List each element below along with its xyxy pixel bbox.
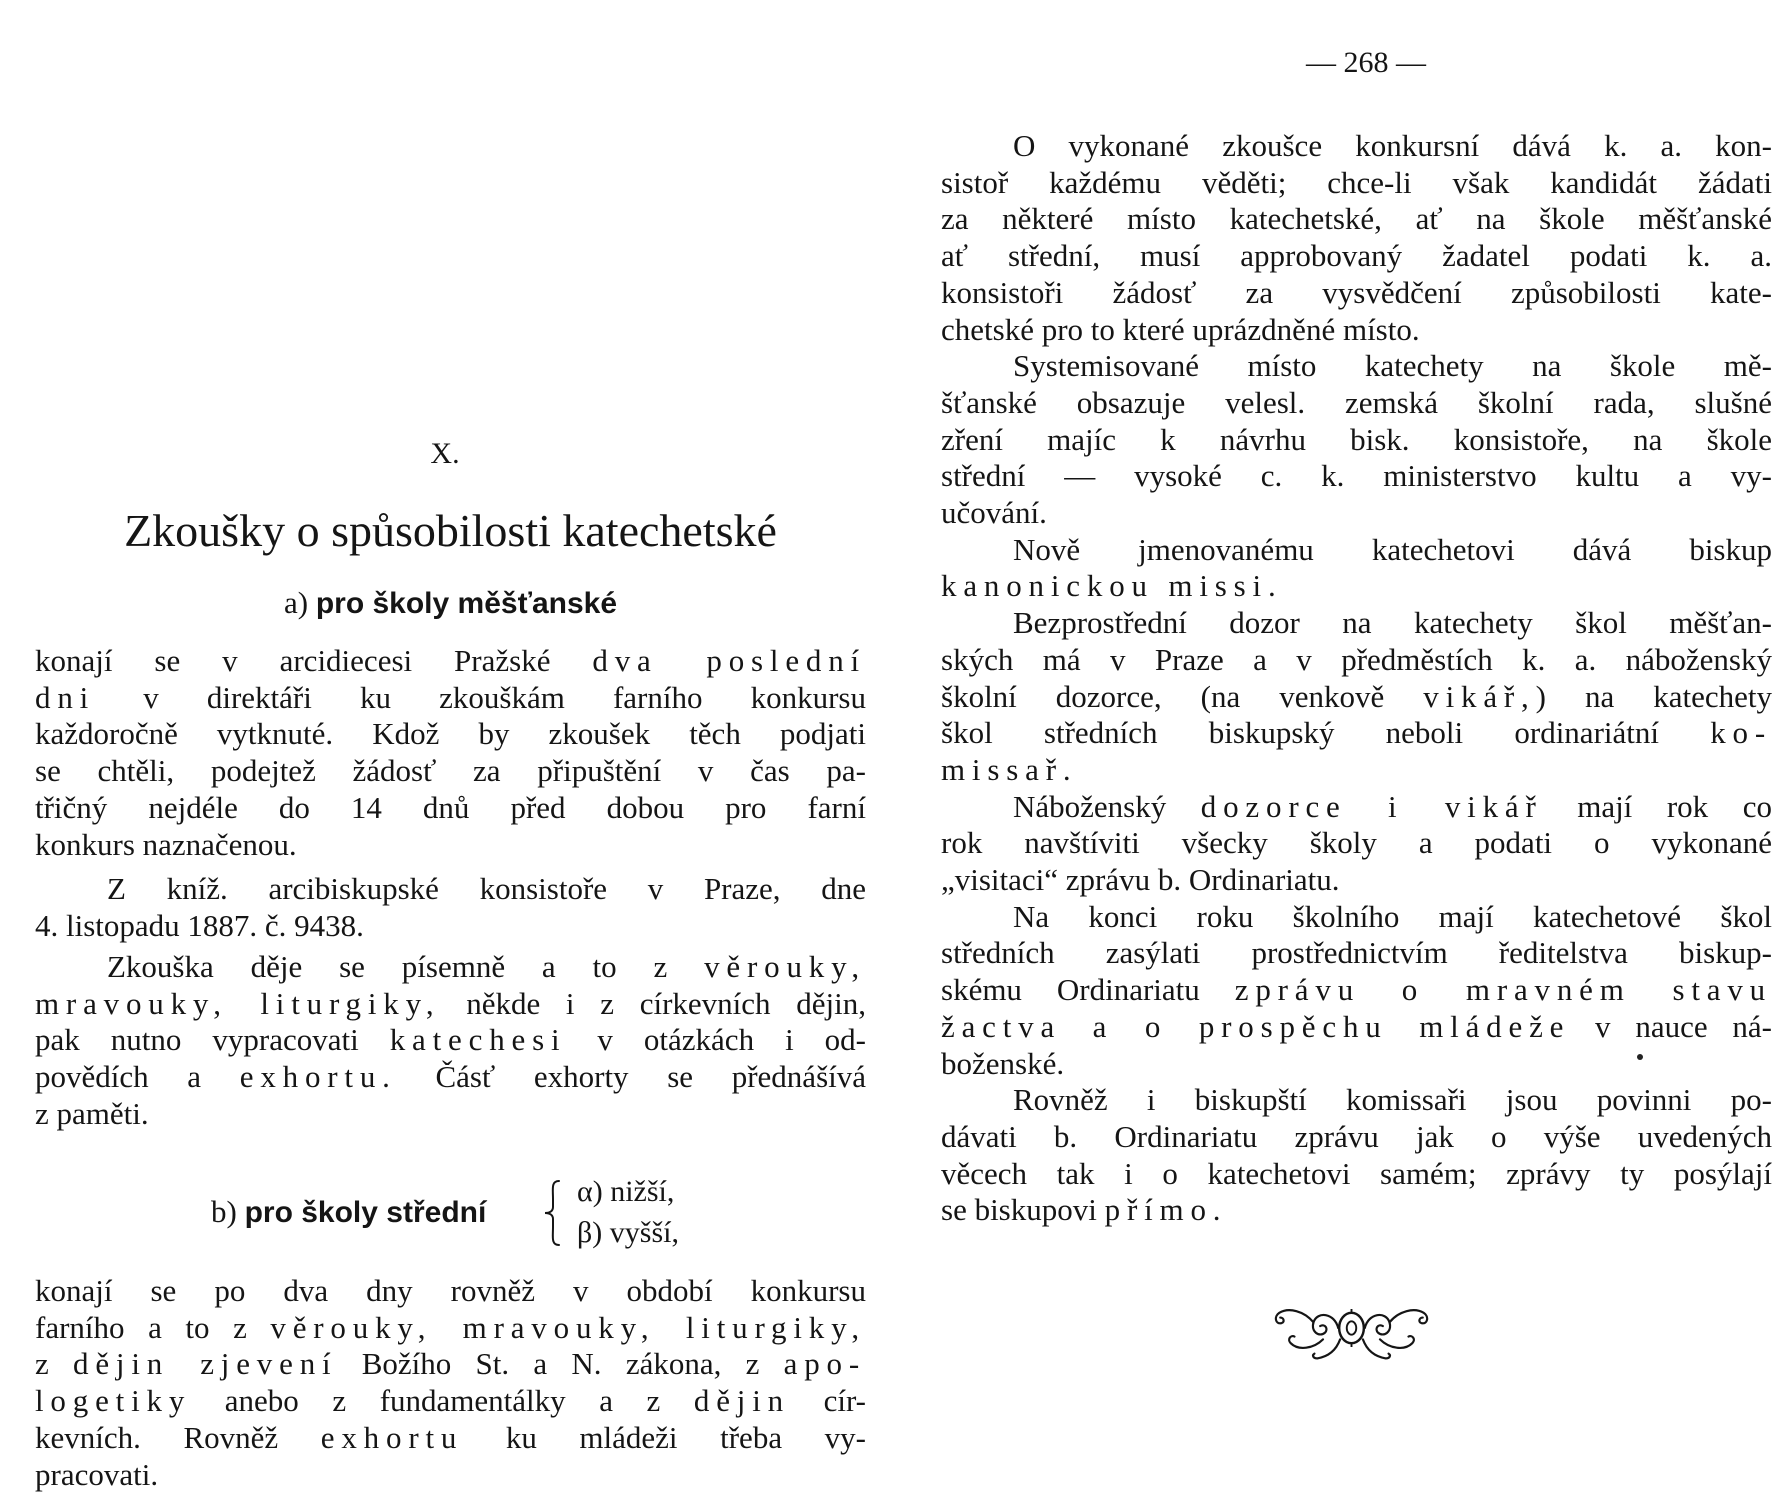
part-a-title: pro školy měšťanské	[315, 587, 618, 620]
text-run: věcech tak i o katechetovi samém; zprávy ty posýlají	[941, 1155, 1772, 1191]
paragraph	[941, 532, 1772, 605]
text-line	[35, 1273, 866, 1310]
decree-paragraph	[35, 871, 866, 944]
part-b-title: pro školy střední	[244, 1196, 487, 1229]
text-run: někde i z církevních dějin,	[440, 985, 866, 1021]
spaced-emphasis-text: ko-	[1710, 715, 1772, 751]
spaced-emphasis-text: exhortu	[320, 1419, 464, 1455]
text-run: Čásť exhorty se přednášívá	[396, 1059, 867, 1095]
text-line	[35, 643, 866, 680]
text-line	[941, 679, 1772, 716]
text-line	[941, 532, 1772, 569]
text-line	[35, 1420, 866, 1457]
text-run: pracovati.	[35, 1456, 159, 1492]
page-number: — 268 —	[1306, 46, 1426, 79]
text-run: mají rok co	[1542, 788, 1773, 824]
text-run: konají se v arcidiecesi Pražské	[35, 643, 593, 678]
spaced-emphasis-text: věrouky, mravouky, liturgiky,	[270, 1309, 866, 1345]
part-b-body-paragraph	[35, 1273, 866, 1493]
text-line	[941, 568, 1772, 605]
paragraph	[35, 643, 866, 863]
text-run: sistoř každému věděti; chce-li však kandidát žádati	[941, 164, 1772, 200]
text-run: dávati b. Ordinariatu zprávu jak o výše uvedených	[941, 1118, 1772, 1154]
text-run: 4. listopadu 1887. č. 9438.	[35, 907, 364, 943]
spaced-emphasis-text: exhortu.	[239, 1059, 397, 1095]
text-run: školní dozorce, (na venkově	[941, 678, 1424, 714]
text-run: cír-	[790, 1383, 866, 1419]
text-run: ) na katechety	[1535, 678, 1772, 714]
text-run: Bezprostřední dozor na katechety škol měšťan-	[1013, 605, 1772, 641]
paragraph	[941, 1082, 1772, 1229]
spaced-emphasis-text: dozorce i vikář	[1200, 788, 1543, 824]
text-line	[941, 605, 1772, 642]
text-run: povědích a	[35, 1059, 240, 1095]
text-line	[35, 680, 866, 717]
text-run: rok navštíviti všecky školy a podati o vykonané	[941, 825, 1772, 861]
spaced-emphasis-text: dva poslední	[592, 643, 866, 678]
text-run: chetské pro to které uprázdněné místo.	[941, 311, 1420, 347]
text-line	[941, 752, 1772, 789]
spaced-emphasis-text: zprávu o mravném stavu	[1234, 972, 1773, 1008]
level-upper	[577, 1215, 679, 1251]
ornament-spiral	[1313, 1315, 1338, 1334]
ornament-tail	[1313, 1339, 1340, 1358]
right-column-text	[941, 128, 1772, 1229]
text-run: v nauce ná-	[1570, 1008, 1772, 1044]
text-line	[941, 238, 1772, 275]
ornament-spiral	[1365, 1315, 1390, 1334]
ornament-right-half	[1363, 1310, 1427, 1358]
level-lower	[577, 1174, 674, 1210]
text-run: učování.	[941, 495, 1047, 531]
text-line	[35, 1059, 866, 1096]
spaced-emphasis-text: dni	[35, 679, 96, 715]
text-line	[941, 1119, 1772, 1156]
text-run: ku mládeži třeba vy-	[463, 1419, 866, 1455]
text-run: Z kníž. arcibiskupské konsistoře v Praze, dne	[107, 871, 866, 906]
text-line	[941, 348, 1772, 385]
text-run: Zkouška děje se písemně a to z	[107, 949, 705, 984]
text-line	[941, 128, 1772, 165]
text-line	[35, 1346, 866, 1383]
text-line	[35, 871, 866, 908]
spaced-emphasis-text: logetiky	[35, 1383, 192, 1419]
level-lower-text: nižší,	[610, 1175, 675, 1208]
text-run: Na konci roku školního mají katechetové škol	[1013, 898, 1772, 934]
text-line	[941, 715, 1772, 752]
text-line	[941, 1192, 1772, 1229]
text-run: boženské.	[941, 1045, 1065, 1081]
level-upper-label: β)	[577, 1216, 603, 1249]
ornament-lower-scroll	[1289, 1336, 1323, 1348]
text-run: anebo z fundamentálky a z	[191, 1383, 694, 1419]
text-run: konkurs naznačenou.	[35, 826, 297, 862]
ornament-center-core	[1347, 1321, 1357, 1334]
part-a-intro-paragraph	[35, 643, 866, 863]
text-run: konají se po dva dny rovněž v období konkursu	[35, 1273, 866, 1308]
text-run: třičný nejdéle do 14 dnů před dobou pro farní	[35, 789, 866, 825]
text-line	[35, 986, 866, 1023]
text-run: skému Ordinariatu	[941, 972, 1235, 1008]
text-line	[35, 1310, 866, 1347]
part-b-label: b)	[211, 1194, 237, 1229]
ornament-center-ring	[1339, 1313, 1364, 1343]
ornament-vignette-icon	[1264, 1290, 1439, 1366]
text-line	[941, 1082, 1772, 1119]
text-line	[941, 1046, 1772, 1083]
text-run: ať střední, musí approbovaný žadatel podati k. a.	[941, 238, 1772, 274]
paragraph	[941, 128, 1772, 348]
spaced-emphasis-text: apo-	[783, 1346, 866, 1382]
paragraph	[35, 949, 866, 1133]
text-run: Rovněž i biskupští komissaři jsou povinni po-	[1013, 1082, 1772, 1118]
text-line	[941, 495, 1772, 532]
text-run: v direktáři ku zkouškám farního konkursu	[95, 679, 866, 715]
text-line	[941, 935, 1772, 972]
text-line	[941, 789, 1772, 826]
text-run: každoročně vytknuté. Kdož by zkoušek těch podjati	[35, 716, 866, 752]
text-run: konsistoři žádosť za vysvědčení způsobilosti kate-	[941, 274, 1772, 310]
text-line	[941, 972, 1772, 1009]
exam-paragraph	[35, 949, 866, 1133]
text-line	[941, 422, 1772, 459]
text-line	[35, 908, 866, 945]
curly-brace-icon	[541, 1179, 565, 1247]
text-line	[941, 165, 1772, 202]
text-line	[35, 1022, 866, 1059]
text-run: Systemisované místo katechety na škole mě-	[1013, 348, 1772, 384]
text-run: farního a to z	[35, 1309, 271, 1345]
text-run: „visitaci“ zprávu b. Ordinariatu.	[941, 862, 1340, 898]
spaced-emphasis-text: dějin	[693, 1383, 790, 1419]
text-run: z	[35, 1346, 74, 1382]
paragraph	[941, 789, 1772, 899]
ornament-left-half	[1276, 1310, 1340, 1358]
text-line	[941, 825, 1772, 862]
paragraph	[941, 605, 1772, 789]
text-line	[35, 949, 866, 986]
text-run: z paměti.	[35, 1095, 149, 1131]
spaced-emphasis-text: dějin zjevení	[73, 1346, 338, 1382]
subheading-part-b	[211, 1194, 486, 1231]
text-line	[941, 899, 1772, 936]
spaced-emphasis-text: přímo.	[1104, 1192, 1228, 1228]
spaced-emphasis-text: vikář,	[1423, 678, 1536, 714]
text-line	[35, 827, 866, 864]
text-line	[941, 1009, 1772, 1046]
text-run: středních zasýlati prostřednictvím ředitelstva biskup-	[941, 935, 1772, 971]
print-speck	[1637, 1054, 1643, 1060]
text-line	[35, 1096, 866, 1133]
section-title: Zkoušky o spůsobilosti katechetské	[124, 505, 777, 556]
ornament-upper-scroll	[1276, 1310, 1314, 1323]
text-run: pak nutno vypracovati	[35, 1022, 390, 1058]
text-run: ských má v Praze a v předměstích k. a. náboženský	[941, 641, 1772, 677]
text-line	[35, 753, 866, 790]
spaced-emphasis-text: žactva a o prospěchu mládeže	[941, 1008, 1571, 1044]
text-line	[35, 1383, 866, 1420]
text-run: se biskupovi	[941, 1192, 1105, 1228]
level-upper-text: vyšší,	[609, 1216, 679, 1249]
ornament-tail	[1363, 1339, 1390, 1358]
paragraph	[35, 1273, 866, 1493]
paragraph	[941, 348, 1772, 532]
part-a-label: a)	[283, 585, 309, 620]
text-run: O vykonané zkoušce konkursní dává k. a. kon-	[1013, 128, 1772, 163]
text-line	[941, 642, 1772, 679]
text-line	[941, 1156, 1772, 1193]
text-line	[941, 385, 1772, 422]
text-run: v otázkách i od-	[566, 1022, 866, 1058]
text-run: za některé místo katechetské, ať na škole měšťanské	[941, 201, 1772, 237]
level-lower-label: α)	[577, 1175, 603, 1208]
text-line	[35, 716, 866, 753]
ornament-upper-scroll	[1390, 1310, 1428, 1323]
text-line	[941, 312, 1772, 349]
spaced-emphasis-text: katechesi	[389, 1022, 567, 1058]
spaced-emphasis-text: missař.	[941, 751, 1078, 787]
paragraph	[941, 899, 1772, 1083]
text-run: kevních. Rovněž	[35, 1419, 321, 1455]
text-line	[941, 862, 1772, 899]
spaced-emphasis-text: kanonickou missi.	[941, 568, 1283, 604]
text-line	[941, 201, 1772, 238]
text-line	[35, 1457, 866, 1494]
text-run: Náboženský	[1013, 788, 1201, 824]
spaced-emphasis-text: věrouky,	[704, 949, 866, 984]
text-run: se chtěli, podejtež žádosť za připuštění v čas pa-	[35, 753, 866, 789]
text-run: zření majíc k návrhu bisk. konsistoře, na škole	[941, 421, 1772, 457]
text-run: Nově jmenovanému katechetovi dává biskup	[1013, 531, 1772, 567]
spaced-emphasis-text: mravouky, liturgiky,	[35, 985, 441, 1021]
text-run: střední — vysoké c. k. ministerstvo kultu a vy-	[941, 458, 1772, 494]
text-line	[941, 458, 1772, 495]
text-line	[941, 275, 1772, 312]
text-line	[35, 790, 866, 827]
text-run: Božího St. a N. zákona, z	[337, 1346, 784, 1382]
text-run: škol středních biskupský neboli ordinariátní	[941, 715, 1711, 751]
paragraph	[35, 871, 866, 944]
ornament-lower-scroll	[1380, 1336, 1414, 1348]
text-run: šťanské obsazuje velesl. zemská školní rada, slušné	[941, 384, 1772, 420]
section-number: X.	[430, 437, 460, 470]
subheading-part-a	[35, 585, 866, 622]
